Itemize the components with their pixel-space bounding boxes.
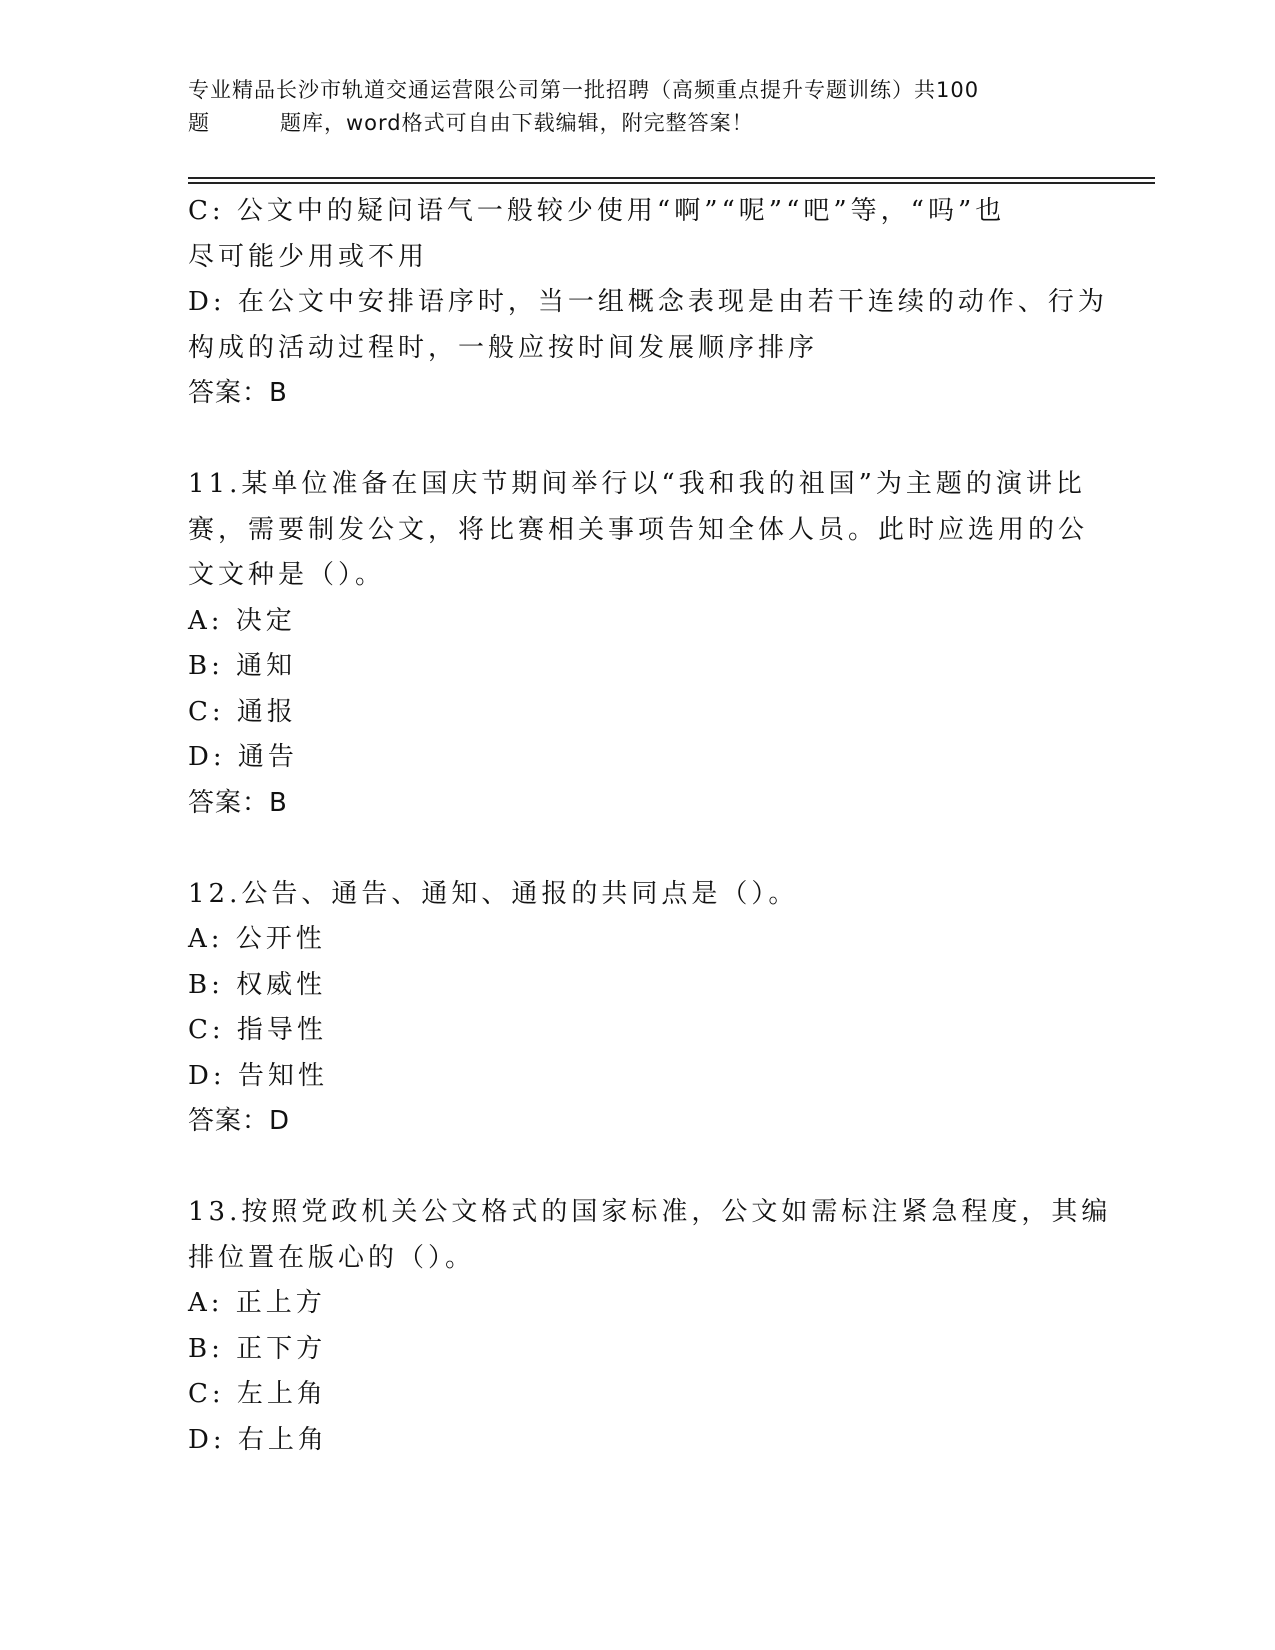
header-title-line2-start: 题 [188, 111, 210, 135]
question-stem-line2: 赛，需要制发公文，将比赛相关事项告知全体人员。此时应选用的公 [188, 514, 1089, 545]
question-stem-line1: 11.某单位准备在国庆节期间举行以“我和我的祖国”为主题的演讲比 [188, 469, 1086, 499]
option-b: B: 通知 [188, 651, 297, 681]
header-divider-bottom [188, 182, 1155, 184]
question-content [188, 189, 1112, 1463]
option-d-line2: 构成的活动过程时，一般应按时间发展顺序排序 [188, 332, 819, 363]
answer-label: 答案：D [188, 1106, 291, 1136]
header-title-line1: 专业精品长沙市轨道交通运营限公司第一批招聘（高频重点提升专题训练）共100 [188, 78, 980, 102]
option-a: A: 正上方 [188, 1288, 326, 1318]
option-a: A: 公开性 [188, 924, 326, 954]
option-b: B: 权威性 [188, 969, 327, 1000]
option-c: C: 左上角 [188, 1379, 327, 1409]
option-d: D: 右上角 [188, 1424, 328, 1455]
question-11-block [188, 462, 1088, 826]
previous-question-block [188, 189, 1108, 417]
option-c-line2: 尽可能少用或不用 [188, 241, 429, 272]
answer-label: 答案：B [188, 378, 288, 408]
question-12-block [188, 872, 1088, 1145]
option-c-line1: C: 公文中的疑问语气一般较少使用“啊”“呢”“吧”等，“吗”也 [188, 196, 1006, 226]
option-c: C: 指导性 [188, 1015, 327, 1045]
header-divider-top [188, 177, 1155, 179]
option-d-line1: D: 在公文中安排语序时，当一组概念表现是由若干连续的动作、行为 [188, 287, 1108, 317]
answer-label: 答案：B [188, 787, 288, 818]
question-stem-line1: 12.公告、通告、通知、通报的共同点是（）。 [188, 878, 799, 909]
option-c: C: 通报 [188, 696, 297, 727]
header-title-line2-end: 题库，word格式可自由下载编辑，附完整答案！ [280, 111, 754, 135]
question-13-block [188, 1190, 1112, 1463]
question-stem-line2: 排位置在版心的（）。 [188, 1242, 476, 1273]
option-d: D: 告知性 [188, 1060, 328, 1091]
document-header [188, 74, 1088, 140]
question-stem-line1: 13.按照党政机关公文格式的国家标准，公文如需标注紧急程度，其编 [188, 1197, 1112, 1227]
question-stem-line3: 文文种是（）。 [188, 560, 386, 590]
option-d: D: 通告 [188, 742, 298, 772]
header-title-line2 [188, 107, 1088, 140]
option-a: A: 决定 [188, 605, 296, 636]
option-b: B: 正下方 [188, 1333, 327, 1364]
